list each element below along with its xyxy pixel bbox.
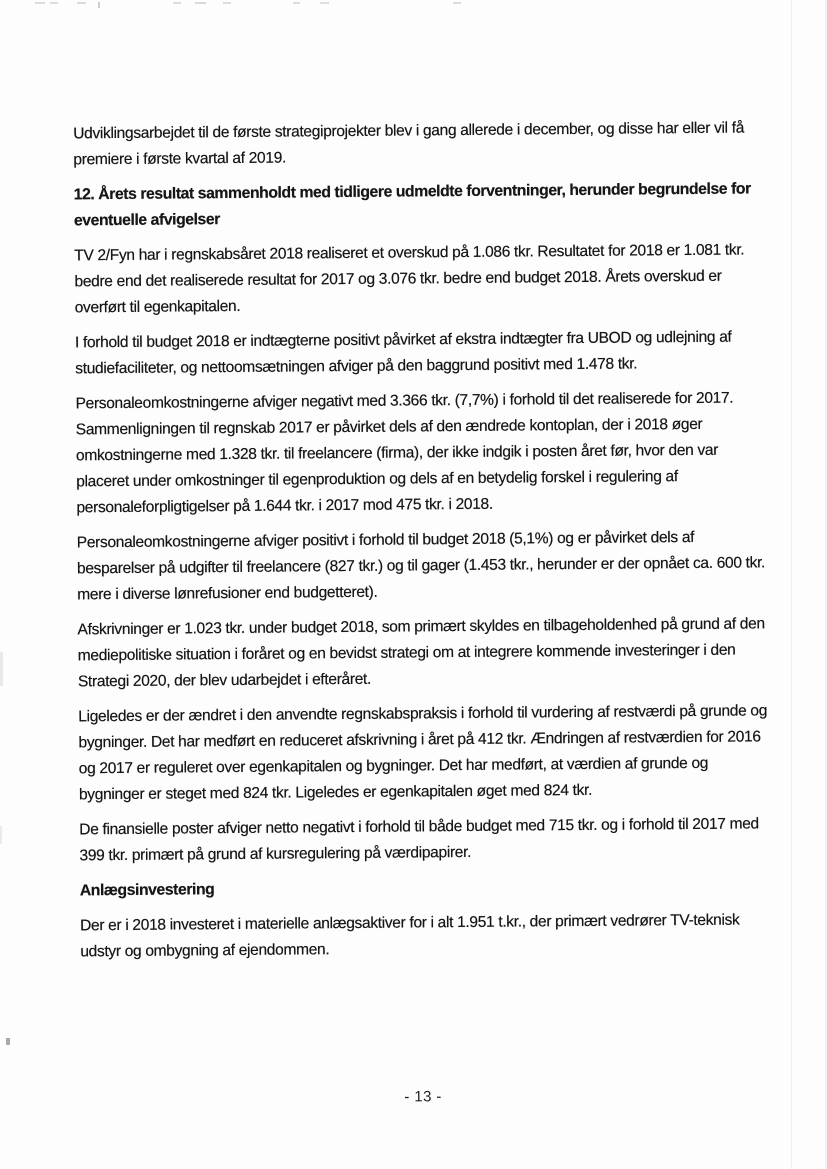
paragraph-budget-income: I forhold til budget 2018 er indtægterne positivt påvirket af ekstra indtægter fra UBOD og udlejning af studiefaciliteter, og nettoomsætningen afviger på den baggrund positivt med 1.478 tkr.	[74, 328, 736, 378]
section-heading-12-annual-result: 12. Årets resultat sammenholdt med tidligere udmeldte forventninger, herunder begrundelse for eventuelle afvigelser	[73, 180, 755, 230]
paragraph-staff-costs-negative: Personaleomkostningerne afviger negativt med 3.366 tkr. (7,7%) i forhold til det realiserede for 2017. Sammenligningen til regnskab 2017 er påvirket dels af den ændrede kontoplan, der i 2018 øger omkostningerne med 1.328 tkr. til freelancere (firma), der ikke indgik i posten året før, hvor den var placeret under omkostninger til egenproduktion og dels af en betydelig forskel i regulering af personaleforpligtigelser på 1.644 tkr. i 2017 mod 475 tkr. i 2018.	[75, 389, 742, 517]
scan-smudge	[0, 826, 2, 844]
paragraph-result-2018: TV 2/Fyn har i regnskabsåret 2018 realiseret et overskud på 1.086 tkr. Resultatet for 2018 er 1.081 tkr. bedre end det realiserede resultat for 2017 og 3.076 tkr. bedre end budget 2018. Årets overskud er overført til egenkapitalen.	[74, 241, 753, 317]
document-content	[73, 115, 772, 974]
scan-smudge	[0, 652, 3, 686]
paragraph-depreciation: Afskrivninger er 1.023 tkr. under budget 2018, som primært skyldes en tilbageholdenhed på grund af den mediepolitiske situation i foråret og en bevidst strategi om at integrere kommende investeringer i den Strategi 2020, der blev udarbejdet i efteråret.	[77, 615, 769, 691]
paragraph-capital-investment: Der er i 2018 investeret i materielle anlægsaktiver for i alt 1.951 t.kr., der primært vedrører TV-teknisk udstyr og ombygning af ejendommen.	[80, 911, 744, 961]
paragraph-staff-costs-positive: Personaleomkostningerne afviger positivt i forhold til budget 2018 (5,1%) og er påvirket dels af besparelser på udgifter til freelancere (827 tkr.) og til gager (1.453 tkr., herunder er der opnået ca. 600 tkr. mere i diverse lønrefusioner end budgetteret).	[76, 528, 770, 604]
paragraph-development-projects: Udviklingsarbejdet til de første strategiprojekter blev i gang allerede i december, og disse har eller vil få premiere i første kvartal af 2019.	[73, 119, 749, 169]
section-heading-capital-investment: Anlægsinvestering	[79, 881, 215, 900]
paragraph-financial-items: De finansielle poster afviger netto negativt i forhold til både budget med 715 tkr. og i forhold til 2017 med 399 tkr. primært på grund af kursregulering på værdipapirer.	[79, 815, 763, 865]
page-number: - 13 -	[404, 1088, 442, 1106]
paragraph-accounting-practice: Ligeledes er der ændret i den anvendte regnskabspraksis i forhold til vurdering af restværdi på grunde og bygninger. Det har medført en reduceret afskrivning i året på 412 tkr. Ændringen af restværdien for 2016 og 2017 er reguleret over egenkapitalen og bygninger. Det har medført, at værdien af grunde og bygninger er steget med 824 tkr. Ligeledes er egenkapitalen øget med 824 tkr.	[78, 702, 772, 804]
